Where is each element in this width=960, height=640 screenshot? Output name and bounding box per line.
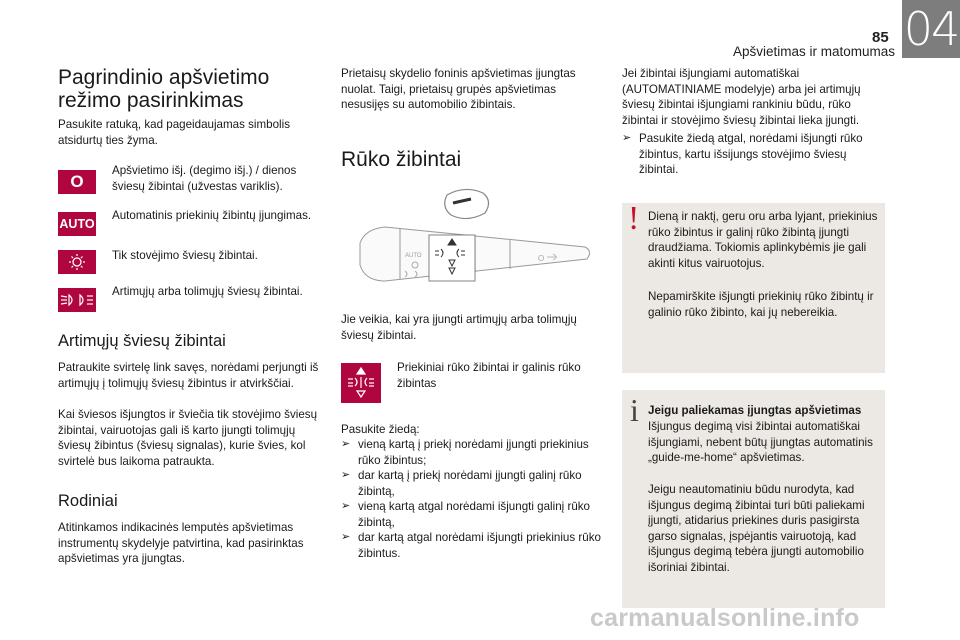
fog-lights-caption: Jie veikia, kai yra įjungti artimųjų arba tolimųjų šviesų žibintai. (341, 313, 577, 342)
fog-steps-list (341, 437, 603, 561)
section-title-fog-lights: Rūko žibintai (341, 148, 462, 171)
auto-off-text: Jei žibintai išjungiami automatiškai (AUTOMATINIAME modelyje) arba jei artimųjų šviesų žibintai išjungiami rankiniu būdu, rūko žibintai ir stovėjimo šviesų žibintai lieka įjungti. (622, 67, 861, 127)
auto-mode-icon: AUTO (58, 212, 96, 236)
chapter-title: Apšvietimas ir matomumas (733, 44, 896, 59)
list-item: ➢ vieną kartą į priekį norėdami įjungti priekinius rūko žibintus; (341, 438, 589, 467)
dashboard-lighting-text: Prietaisų skydelio foninis apšvietimas įjungtas nuolat. Taigi, prietaisų grupės apšvietimas nesusijęs su automobilio žibintais. (341, 67, 576, 111)
light-stalk-illustration (355, 185, 595, 295)
warning-text-2: Nepamirškite išjungti priekinių rūko žibintų ir galinio rūko žibinto, kai jų nebereikia. (648, 290, 874, 319)
mode-headlight-text: Artimųjų arba tolimųjų šviesų žibintai. (112, 285, 303, 298)
off-mode-icon: O (58, 170, 96, 194)
headlight-icon (58, 288, 96, 312)
dipped-beam-text-1: Patraukite svirtelę link savęs, norėdami perjungti iš artimųjų į tolimųjų šviesų žibintus ir atvirkščiai. (58, 361, 319, 390)
fog-light-icon (341, 363, 381, 403)
info-text-2: Jeigu neautomatiniu būdu nurodyta, kad išjungus degimą žibintai turi būti paliekami įjungti, atidarius priekines duris pasigirsta garso signalas, įspėjantis vairuotoją, kad išjungus degimą tebėra įjungti automobilio išoriniai žibintai. (648, 483, 865, 574)
svg-text:O: O (538, 254, 545, 263)
svg-text:AUTO: AUTO (405, 253, 422, 259)
mode-auto-text: Automatinis priekinių žibintų įjungimas. (112, 209, 312, 222)
mode-parking-text: Tik stovėjimo šviesų žibintai. (112, 249, 258, 262)
section-title-indicators: Rodiniai (58, 492, 118, 510)
info-text-1: Išjungus degimą visi žibintai automatiškai išjungiami, nebent būtų įjungtas automatinis „guide-me-home“ apšvietimas. (648, 420, 873, 464)
turn-ring-label: Pasukite žiedą: (341, 423, 420, 436)
info-title: Jeigu paliekamas įjungtas apšvietimas (648, 404, 862, 417)
intro-text: Pasukite ratuką, kad pageidaujamas simbolis atsidurtų ties žyma. (58, 118, 290, 147)
chapter-tab: 04 (903, 2, 959, 56)
dipped-beam-text-2: Kai šviesos išjungtos ir šviečia tik stovėjimo šviesų žibintai, vairuotojas gali iš karto įjungti tolimųjų šviesų žibintus (šviesų signalas), kurie švies, kol svirtelė bus laikoma patraukta. (58, 408, 318, 468)
info-icon: i (630, 392, 639, 428)
list-item: ➢ vieną kartą atgal norėdami išjungti galinį rūko žibintą, (341, 500, 591, 529)
fog-icon-text: Priekiniai rūko žibintai ir galinis rūko žibintas (397, 361, 581, 390)
warning-icon: ! (628, 200, 640, 237)
list-item: ➢ dar kartą atgal norėdami išjungti priekinius rūko žibintus. (341, 531, 601, 560)
warning-text-1: Dieną ir naktį, geru oru arba lyjant, priekinius rūko žibintus ir galinį rūko žibintą įjungti draudžiama. Tokiomis aplinkybėmis jie gali akinti kitus vairuotojus. (648, 210, 878, 270)
section-title-main-lighting: Pagrindinio apšvietimo režimo pasirinkimas (58, 66, 270, 112)
auto-off-bullet (622, 131, 887, 178)
section-title-dipped-beam: Artimųjų šviesų žibintai (58, 332, 226, 350)
indicators-text: Atitinkamos indikacinės lemputės apšvietimas instrumentų skydelyje patvirtina, kad pasirinktas apšvietimas yra įjungtas. (58, 521, 304, 565)
parking-light-icon (58, 250, 96, 274)
watermark: carmanualsonline.info (590, 604, 860, 632)
mode-off-text: Apšvietimo išj. (degimo išj.) / dienos šviesų žibintai (užvestas variklis). (112, 164, 297, 193)
list-item: ➢ Pasukite žiedą atgal, norėdami išjungti rūko žibintus, kartu išsijungs stovėjimo šviesų žibintai. (622, 132, 863, 176)
list-item: ➢ dar kartą į priekį norėdami įjungti galinį rūko žibintą, (341, 469, 582, 498)
page-number: 85 (872, 29, 889, 46)
